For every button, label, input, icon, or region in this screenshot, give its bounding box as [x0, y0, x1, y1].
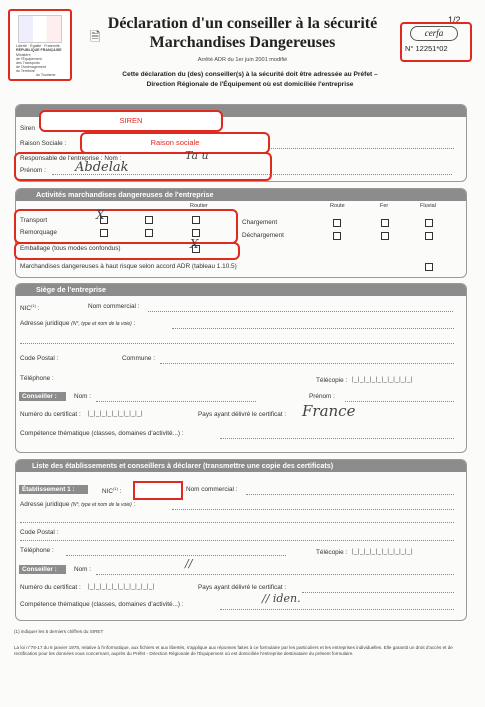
- remorquage-checkbox-routier[interactable]: [192, 229, 200, 237]
- logo-line: des Transports: [16, 61, 40, 65]
- transport-label: Transport: [20, 217, 48, 224]
- responsable-value[interactable]: Ta u: [185, 149, 209, 162]
- document-icon: 🗎: [90, 29, 101, 44]
- dechargement-fer-checkbox[interactable]: [381, 232, 389, 240]
- col-fer: Fer: [380, 203, 389, 209]
- conseiller-prenom-label: Prénom :: [309, 393, 335, 400]
- transport-checkbox-2[interactable]: [145, 216, 153, 224]
- nom-commercial-label: Nom commercial :: [88, 303, 140, 310]
- chargement-route-checkbox[interactable]: [333, 219, 341, 227]
- siren-placeholder: SIREN: [119, 116, 143, 125]
- col-fluvial: Fluvial: [420, 203, 436, 209]
- certificat-boxes[interactable]: |_|_|_|_|_|_|_|_|_|: [88, 411, 144, 417]
- col-routier: Routier: [190, 203, 208, 209]
- prenom-value[interactable]: Abdelak: [75, 160, 129, 175]
- etab-adresse-label: Adresse juridique (N°, type et nom de la voie) :: [20, 501, 136, 508]
- intro-text: [40, 70, 460, 90]
- etab-telecopie-boxes[interactable]: |_|_|_|_|_|_|_|_|_|_|: [352, 549, 414, 555]
- etab-adresse-hint: (N°, type et nom de la voie): [71, 502, 132, 508]
- etab-conseiller-nom-line: [96, 574, 454, 575]
- etab-conseiller-label: Conseiller :: [19, 565, 66, 574]
- code-postal-label: Code Postal :: [20, 355, 59, 362]
- siren-input[interactable]: [39, 110, 223, 132]
- adresse-line-2: [20, 343, 454, 344]
- etab-nic-input[interactable]: [133, 481, 183, 500]
- emballage-check-mark: X: [190, 237, 199, 251]
- raison-sociale-placeholder: Raison sociale: [150, 138, 200, 147]
- logo-line: Ministère: [16, 53, 31, 57]
- adresse-line-1: [172, 328, 454, 329]
- telecopie-boxes[interactable]: |_|_|_|_|_|_|_|_|_|_|: [352, 377, 414, 383]
- etab-pays-line: [302, 592, 454, 593]
- cerfa-logo: cerfa: [410, 26, 458, 41]
- responsable-label: Responsable de l'entreprise : Nom :: [20, 155, 122, 162]
- chargement-fer-checkbox[interactable]: [381, 219, 389, 227]
- logo-line: du Territoire: [16, 69, 35, 73]
- etab-adresse-text: Adresse juridique: [20, 501, 70, 508]
- pays-value[interactable]: France: [302, 402, 356, 420]
- prenom-label: Prénom :: [20, 167, 46, 174]
- etab-certificat-boxes[interactable]: |_|_|_|_|_|_|_|_|_|_|_|: [88, 584, 155, 590]
- title-line: Déclaration d'un conseiller à la sécurité: [107, 15, 378, 32]
- intro-line: Direction Régionale de l'Équipement où est domiciliée l'entreprise: [146, 81, 354, 88]
- etab-nic-sup: (1): [113, 486, 118, 491]
- cnil-notice: La loi n°78-17 du 6 janvier 1978, relative à l'informatique, aux fichiers et aux libertés, s'applique aux réponses faites à ce formulaire par les particuliers et les entreprises individuelles. Elle garantit un droit d'accès et de rectification pour les données vous concernant, auprès du Préfet - Direction Régionale de l'Équipement où est domiciliée l'entreprise destinataire du présent formulaire.: [14, 645, 453, 656]
- conseiller-nom-line: [96, 401, 256, 402]
- intro-line: Cette déclaration du (des) conseiller(s) à la sécurité doit être adressée au Préfet –: [122, 71, 378, 78]
- nic-label: NIC$^{(1)}$ :: [20, 303, 40, 313]
- emballage-label: Emballage (tous modes confondus): [20, 245, 121, 252]
- dechargement-fluvial-checkbox[interactable]: [425, 232, 433, 240]
- etab-competence-value[interactable]: // iden.: [262, 592, 301, 605]
- etab-pays-label: Pays ayant délivré le certificat :: [198, 584, 287, 591]
- adresse-text: Adresse juridique: [20, 320, 70, 327]
- etab-telephone-line: [66, 555, 286, 556]
- footnote: (1) indiquer les 5 derniers chiffres du SIRET: [14, 629, 104, 634]
- raison-sociale-label: Raison Sociale :: [20, 140, 67, 147]
- etab-nic-text: NIC: [102, 488, 114, 496]
- etab-nom-commercial-label: Nom commercial :: [186, 486, 238, 493]
- competence-label: Compétence thématique (classes, domaines d'activité...) :: [20, 430, 184, 437]
- nic-text: NIC: [20, 305, 32, 313]
- adresse-label: Adresse juridique (N°, type et nom de la voie) :: [20, 320, 136, 327]
- nic-sup: (1): [31, 303, 36, 308]
- activites-header: Activités marchandises dangereuses de l'entreprise: [16, 189, 466, 201]
- conseiller-label: Conseiller :: [19, 392, 66, 401]
- competence-line: [220, 438, 454, 439]
- conseiller-prenom-line: [345, 401, 454, 402]
- remorquage-label: Remorquage: [20, 229, 57, 236]
- etab-commune-line: [20, 540, 454, 541]
- etab-adresse-line-1: [172, 509, 454, 510]
- logo-line: de l'Aménagement: [16, 65, 46, 69]
- logo-line: de l'Équipement: [16, 57, 42, 61]
- siege-section: [15, 283, 467, 453]
- prenom-line: [52, 174, 452, 175]
- etab-nom-commercial-line: [246, 494, 454, 495]
- siren-label: Siren: [20, 125, 35, 132]
- logo-line: RÉPUBLIQUE FRANÇAISE: [16, 48, 62, 52]
- commune-label: Commune :: [122, 355, 156, 362]
- telecopie-label: Télécopie :: [316, 377, 348, 384]
- logo-line: Liberté · Égalité · Fraternité: [16, 44, 60, 48]
- marchandises-checkbox[interactable]: [425, 263, 433, 271]
- remorquage-checkbox-1[interactable]: [100, 229, 108, 237]
- etab-conseiller-nom-value[interactable]: //: [185, 557, 193, 570]
- logo-line: du Tourisme: [36, 73, 56, 77]
- cerfa-number: N° 12251*02: [405, 44, 448, 53]
- pays-label: Pays ayant délivré le certificat :: [198, 411, 287, 418]
- etab-adresse-line-2: [20, 522, 454, 523]
- chargement-label: Chargement: [242, 219, 278, 226]
- certificat-label: Numéro du certificat :: [20, 411, 81, 418]
- page-number: 1/2: [448, 15, 461, 25]
- etab-telecopie-label: Télécopie :: [316, 549, 348, 556]
- raison-sociale-input[interactable]: [80, 132, 270, 154]
- marchandises-label: Marchandises dangereuses à haut risque selon accord ADR (tableau 1.10.5): [20, 263, 237, 270]
- etab-competence-label: Compétence thématique (classes, domaines d'activité...) :: [20, 601, 184, 608]
- etab-conseiller-nom-label: Nom :: [74, 566, 92, 573]
- chargement-fluvial-checkbox[interactable]: [425, 219, 433, 227]
- col-route: Route: [330, 203, 345, 209]
- etablissement-label: Établissement 1 :: [19, 485, 88, 494]
- etab-competence-line: [220, 609, 454, 610]
- transport-check-mark: X: [96, 208, 105, 222]
- siege-header: Siège de l'entreprise: [16, 284, 466, 296]
- telephone-label: Téléphone :: [20, 375, 54, 382]
- form-subtitle: Arrêté ADR du 1er juin 2001 modifié: [197, 57, 288, 63]
- transport-checkbox-routier[interactable]: [192, 216, 200, 224]
- etab-code-postal-label: Code Postal :: [20, 529, 59, 536]
- etab-certificat-label: Numéro du certificat :: [20, 584, 81, 591]
- dechargement-label: Déchargement: [242, 232, 284, 239]
- remorquage-checkbox-2[interactable]: [145, 229, 153, 237]
- etab-nic-label: NIC$^{(1)}$ :: [102, 486, 122, 496]
- conseiller-nom-label: Nom :: [74, 393, 92, 400]
- transport-highlight: [14, 209, 238, 244]
- title-line: Marchandises Dangereuses: [149, 34, 336, 51]
- dechargement-route-checkbox[interactable]: [333, 232, 341, 240]
- commune-line: [160, 363, 454, 364]
- etab-telephone-label: Téléphone :: [20, 547, 54, 554]
- adresse-hint: (N°, type et nom de la voie): [71, 321, 132, 327]
- nom-commercial-line: [148, 311, 453, 312]
- etablissements-header: Liste des établissements et conseillers à déclarer (transmettre une copie des certificats): [16, 460, 466, 472]
